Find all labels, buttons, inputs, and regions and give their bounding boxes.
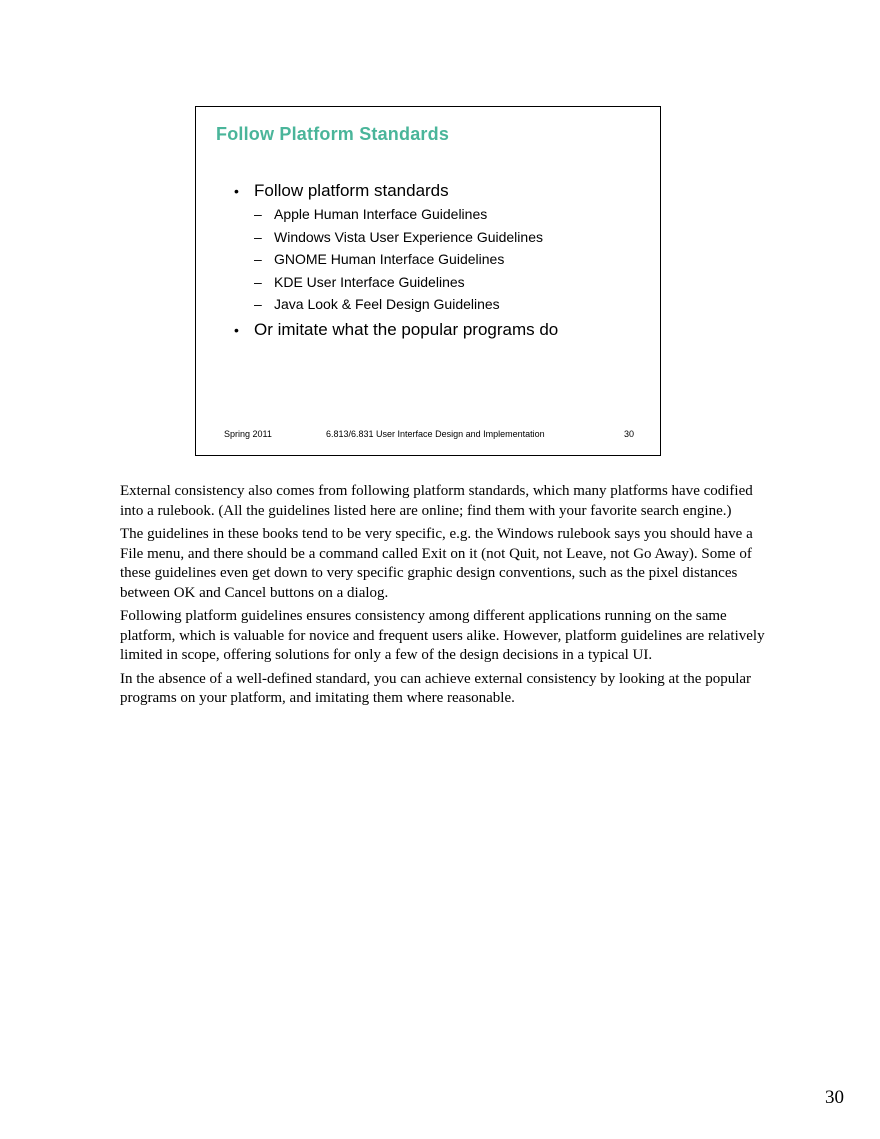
sub-bullet-text: Windows Vista User Experience Guidelines xyxy=(274,228,543,245)
slide-title: Follow Platform Standards xyxy=(216,124,450,144)
lecture-notes xyxy=(120,482,768,713)
sub-bullet-item xyxy=(232,248,652,271)
sub-bullet-item xyxy=(232,226,652,249)
sub-bullet-item xyxy=(232,293,652,316)
dash-icon: – xyxy=(254,296,262,312)
notes-paragraph: In the absence of a well-defined standard, you can achieve external consistency by looking at the popular programs on your platform, and imitating them where reasonable. xyxy=(120,670,752,706)
footer-slide-number: 30 xyxy=(623,429,634,439)
footer-term: Spring 2011 xyxy=(224,429,272,439)
notes-paragraph: External consistency also comes from following platform standards, which many platforms have codified into a rulebook. (All the guidelines listed here are online; find them with your favorite search engine.) xyxy=(120,483,753,519)
bullet-text: Follow platform standards xyxy=(254,181,449,200)
footer-course: 6.813/6.831 User Interface Design and Implementation xyxy=(326,429,545,439)
notes-paragraph: The guidelines in these books tend to be very specific, e.g. the Windows rulebook says you should have a File menu, and there should be a command called Exit on it (not Quit, not Leave, not Go Away). Some of these guidelines even get down to very specific graphic design conventions, such as the pixel distances between OK and Cancel buttons on a dialog. xyxy=(120,526,753,601)
notes-paragraph: Following platform guidelines ensures consistency among different applications running on the same platform, which is valuable for novice and frequent users alike. However, platform guidelines are relatively limited in scope, offering solutions for only a few of the design decisions in a typical UI. xyxy=(120,608,765,663)
bullet-dot-icon: • xyxy=(234,321,239,338)
slide-frame xyxy=(195,106,661,456)
bullet-text: Or imitate what the popular programs do xyxy=(254,319,559,339)
dash-icon: – xyxy=(254,228,262,245)
sub-bullet-list xyxy=(232,203,652,316)
dash-icon: – xyxy=(254,206,262,222)
sub-bullet-text: GNOME Human Interface Guidelines xyxy=(274,251,505,267)
bullet-dot-icon: • xyxy=(234,183,239,199)
sub-bullet-item xyxy=(232,271,652,294)
dash-icon: – xyxy=(254,273,262,290)
sub-bullet-item xyxy=(232,203,652,226)
sub-bullet-text: Java Look & Feel Design Guidelines xyxy=(274,296,500,312)
bullet-item xyxy=(232,318,652,342)
sub-bullet-text: KDE User Interface Guidelines xyxy=(274,273,465,290)
slide-bullet-list xyxy=(232,179,652,342)
dash-icon: – xyxy=(254,251,262,267)
bullet-item xyxy=(232,179,652,203)
sub-bullet-text: Apple Human Interface Guidelines xyxy=(274,206,488,222)
page-number: 30 xyxy=(825,1087,844,1108)
